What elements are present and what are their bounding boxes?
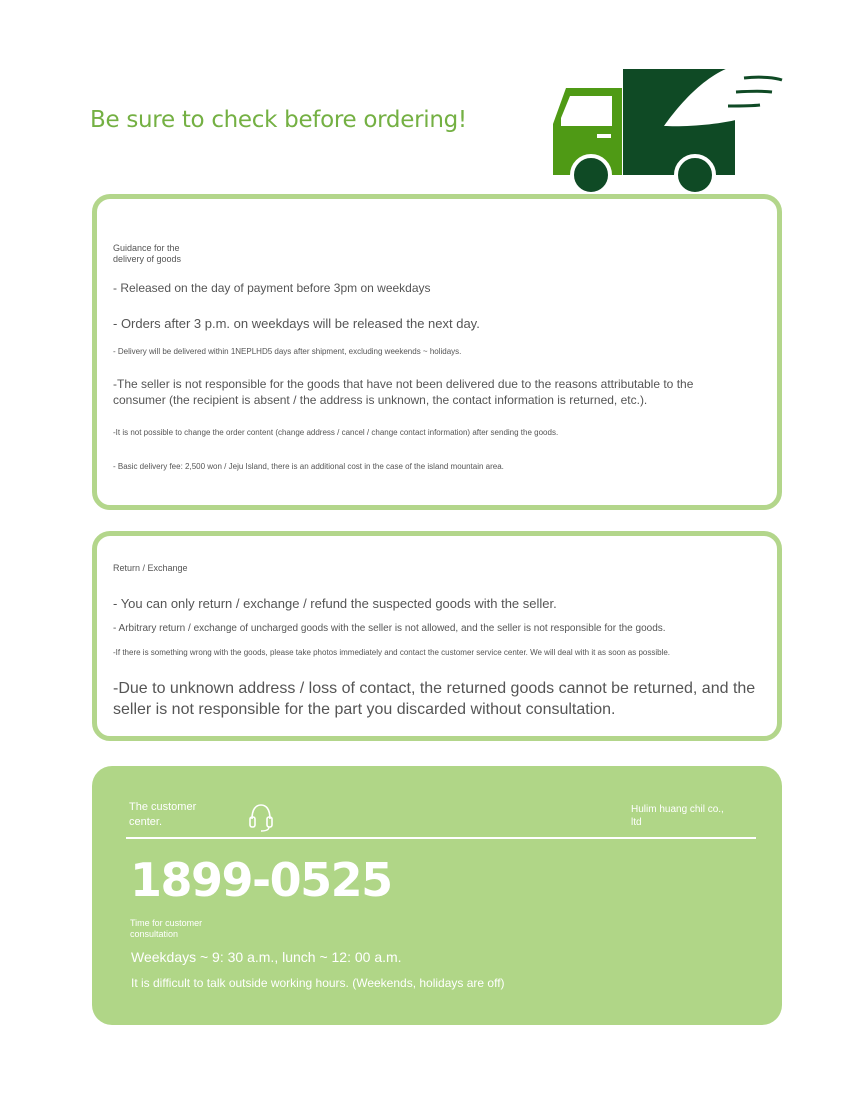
customer-center-panel — [92, 766, 782, 1025]
return-line-4: -Due to unknown address / loss of contact, the returned goods cannot be returned, and the seller is not responsible for the part you discarded without consultation. — [113, 680, 756, 718]
customer-center-label: The customer center. — [129, 801, 197, 828]
company-name: Hulim huang chil co., ltd — [631, 804, 724, 828]
consultation-hours: Weekdays ~ 9: 30 a.m., lunch ~ 12: 00 a.m. — [131, 949, 402, 965]
delivery-line-2: - Orders after 3 p.m. on weekdays will be released the next day. — [113, 316, 480, 331]
return-line-2: - Arbitrary return / exchange of uncharged goods with the seller is not allowed, and the seller is not responsible for the goods. — [113, 623, 666, 634]
delivery-line-5: -It is not possible to change the order content (change address / cancel / change contact information) after sending the goods. — [113, 428, 559, 437]
hours-note: It is difficult to talk outside working hours. (Weekends, holidays are off) — [131, 976, 505, 990]
hours-label: Time for customer consultation — [130, 918, 203, 939]
return-line-1: - You can only return / exchange / refund the suspected goods with the seller. — [113, 596, 557, 611]
delivery-guidance-title: Guidance for the delivery of goods — [113, 243, 182, 264]
return-exchange-box — [92, 531, 782, 741]
divider — [126, 837, 756, 839]
delivery-line-3: - Delivery will be delivered within 1NEPLHD5 days after shipment, excluding weekends ~ holidays. — [113, 347, 462, 356]
return-exchange-title: Return / Exchange — [113, 563, 188, 573]
phone-number: 1899-0525 — [130, 853, 392, 907]
delivery-line-1: - Released on the day of payment before 3pm on weekdays — [113, 281, 431, 295]
headset-icon — [248, 802, 274, 832]
delivery-guidance-box — [92, 194, 782, 510]
return-line-3: -If there is something wrong with the goods, please take photos immediately and contact the customer service center. We will deal with it as soon as possible. — [113, 648, 671, 657]
page-headline: Be sure to check before ordering! — [90, 107, 467, 133]
delivery-line-4: -The seller is not responsible for the goods that have not been delivered due to the reasons attributable to the consumer (the recipient is absent / the address is unknown, the contact information is returned, etc.). — [113, 377, 694, 407]
delivery-truck-with-wing-icon — [548, 58, 788, 198]
delivery-line-6: - Basic delivery fee: 2,500 won / Jeju Island, there is an additional cost in the case of the island mountain area. — [113, 462, 504, 471]
